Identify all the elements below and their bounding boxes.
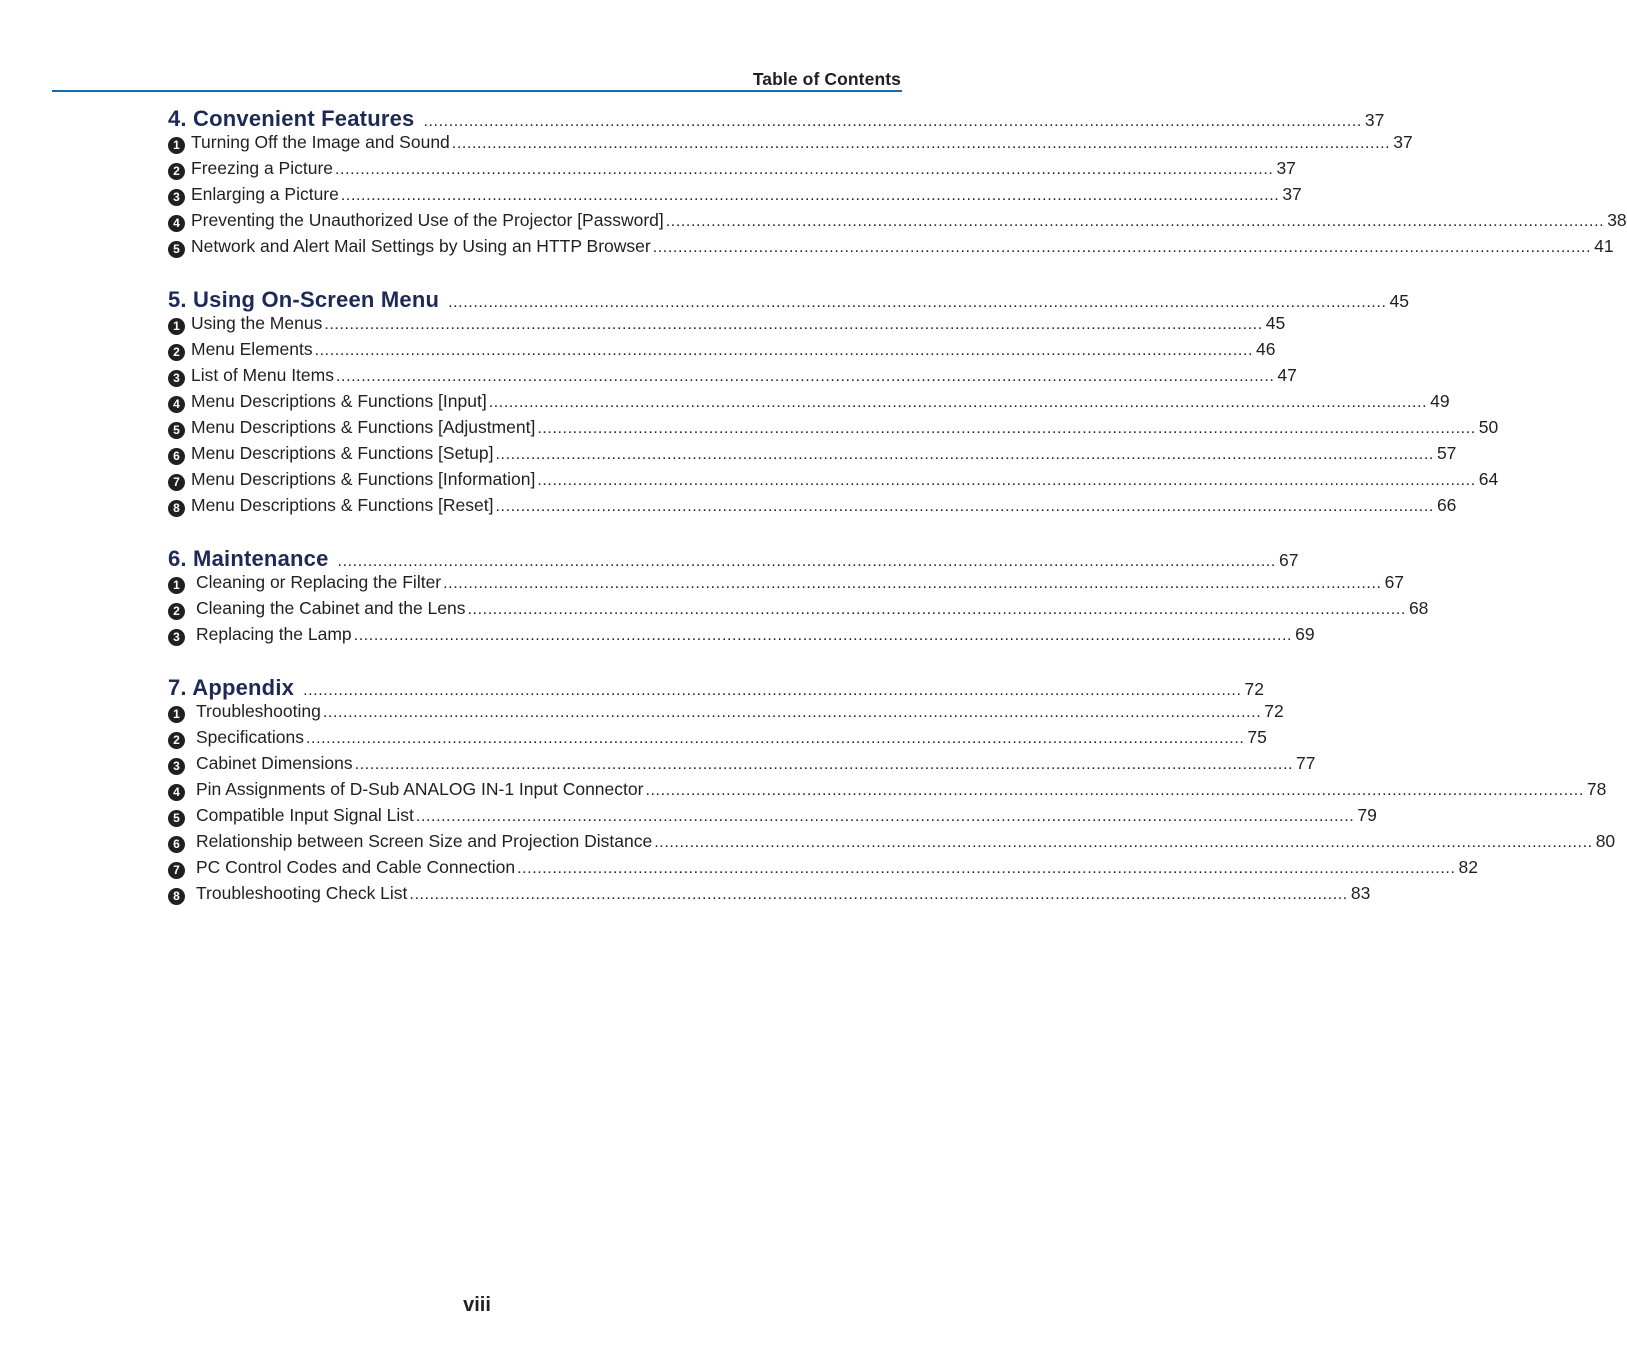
- dot-leader: ..........................................................................................................................................................................................: [423, 113, 1362, 130]
- entry-label: Menu Descriptions & Functions [Reset]: [191, 495, 494, 515]
- toc-entry[interactable]: [168, 495, 1457, 521]
- page-number: 66: [1436, 495, 1457, 515]
- entry-label: Troubleshooting: [196, 701, 321, 721]
- number-badge-icon: 2: [168, 344, 185, 361]
- entry-label: Preventing the Unauthorized Use of the Projector [Password]: [191, 210, 664, 230]
- dot-leader: ..........................................................................................................................................................................................: [517, 860, 1456, 877]
- entry-label: Menu Descriptions & Functions [Information]: [191, 469, 536, 489]
- section-heading[interactable]: [168, 106, 1385, 132]
- entry-label: Menu Descriptions & Functions [Adjustment]: [191, 417, 536, 437]
- page-number: 83: [1350, 883, 1371, 903]
- dot-leader: ..........................................................................................................................................................................................: [645, 782, 1584, 799]
- page-number: 45: [1265, 313, 1286, 333]
- toc-entry[interactable]: [168, 727, 1267, 753]
- number-badge-icon: 7: [168, 474, 185, 491]
- dot-leader: ..........................................................................................................................................................................................: [443, 575, 1382, 592]
- section-heading[interactable]: [168, 287, 1409, 313]
- page-number: 78: [1586, 779, 1607, 799]
- number-badge-icon: 5: [168, 241, 185, 258]
- section-heading[interactable]: [168, 675, 1264, 701]
- toc-entry[interactable]: [168, 158, 1296, 184]
- page-number: 80: [1595, 831, 1616, 851]
- page-number: 72: [1244, 679, 1264, 699]
- section-title: 7. Appendix: [168, 675, 295, 700]
- dot-leader: ..........................................................................................................................................................................................: [340, 187, 1280, 204]
- page-number: 68: [1408, 598, 1429, 618]
- page-number: 47: [1277, 365, 1297, 385]
- dot-leader: ..........................................................................................................................................................................................: [314, 342, 1254, 359]
- section-title: 4. Convenient Features: [168, 106, 415, 131]
- number-badge-icon: 6: [168, 448, 185, 465]
- page-number: 57: [1436, 443, 1457, 463]
- dot-leader: ..........................................................................................................................................................................................: [451, 135, 1391, 152]
- page-number: 37: [1393, 132, 1413, 152]
- page-folio: viii: [463, 1294, 491, 1316]
- entry-label: Menu Descriptions & Functions [Setup]: [191, 443, 494, 463]
- page-number: 79: [1357, 805, 1377, 825]
- entry-label: Cabinet Dimensions: [196, 753, 353, 773]
- number-badge-icon: 3: [168, 758, 185, 775]
- section-title: 6. Maintenance: [168, 546, 329, 571]
- toc-entry[interactable]: [168, 443, 1457, 469]
- toc-entry[interactable]: [168, 779, 1607, 805]
- number-badge-icon: 2: [168, 163, 185, 180]
- toc-entry[interactable]: [168, 417, 1499, 443]
- dot-leader: ..........................................................................................................................................................................................: [448, 294, 1387, 311]
- entry-label: Enlarging a Picture: [191, 184, 339, 204]
- dot-leader: ..........................................................................................................................................................................................: [495, 446, 1434, 463]
- toc-entry[interactable]: [168, 313, 1286, 339]
- number-badge-icon: 5: [168, 422, 185, 439]
- toc-entry[interactable]: [168, 365, 1297, 391]
- number-badge-icon: 8: [168, 888, 185, 905]
- header-title: Table of Contents: [752, 69, 901, 89]
- number-badge-icon: 6: [168, 836, 185, 853]
- number-badge-icon: 2: [168, 732, 185, 749]
- section-maintenance: [168, 546, 1429, 650]
- entry-label: List of Menu Items: [191, 365, 334, 385]
- number-badge-icon: 8: [168, 500, 185, 517]
- dot-leader: ..........................................................................................................................................................................................: [335, 161, 1274, 178]
- entry-label: Pin Assignments of D-Sub ANALOG IN-1 Input Connector: [196, 779, 644, 799]
- page-number: 82: [1458, 857, 1478, 877]
- number-badge-icon: 3: [168, 629, 185, 646]
- page-number: 37: [1364, 110, 1385, 130]
- entry-label: Turning Off the Image and Sound: [191, 132, 450, 152]
- dot-leader: ..........................................................................................................................................................................................: [322, 704, 1262, 721]
- number-badge-icon: 1: [168, 577, 185, 594]
- entry-label: Menu Descriptions & Functions [Input]: [191, 391, 487, 411]
- entry-label: Cleaning or Replacing the Filter: [196, 572, 442, 592]
- page-number: 49: [1430, 391, 1450, 411]
- dot-leader: ..........................................................................................................................................................................................: [415, 808, 1355, 825]
- number-badge-icon: 1: [168, 137, 185, 154]
- page-number: 41: [1594, 236, 1614, 256]
- entry-label: Compatible Input Signal List: [196, 805, 414, 825]
- dot-leader: ..........................................................................................................................................................................................: [337, 553, 1276, 570]
- toc-entry[interactable]: [168, 339, 1276, 365]
- number-badge-icon: 2: [168, 603, 185, 620]
- number-badge-icon: 4: [168, 215, 185, 232]
- page-number: 45: [1389, 291, 1409, 311]
- dot-leader: ..........................................................................................................................................................................................: [305, 730, 1245, 747]
- dot-leader: ..........................................................................................................................................................................................: [537, 472, 1476, 489]
- dot-leader: ..........................................................................................................................................................................................: [495, 498, 1434, 515]
- section-title: 5. Using On-Screen Menu: [168, 287, 440, 312]
- number-badge-icon: 1: [168, 706, 185, 723]
- entry-label: Specifications: [196, 727, 304, 747]
- dot-leader: ..........................................................................................................................................................................................: [335, 368, 1275, 385]
- dot-leader: ..........................................................................................................................................................................................: [665, 213, 1605, 230]
- toc-entry[interactable]: [168, 132, 1413, 158]
- entry-label: Replacing the Lamp: [196, 624, 352, 644]
- entry-label: Using the Menus: [191, 313, 323, 333]
- entry-label: PC Control Codes and Cable Connection: [196, 857, 516, 877]
- toc-entry[interactable]: [168, 391, 1450, 417]
- page-number: 37: [1282, 184, 1302, 204]
- dot-leader: ..........................................................................................................................................................................................: [409, 886, 1348, 903]
- entry-label: Cleaning the Cabinet and the Lens: [196, 598, 466, 618]
- header-rule: [52, 90, 902, 92]
- number-badge-icon: 4: [168, 396, 185, 413]
- page-number: 67: [1278, 550, 1299, 570]
- toc-entry[interactable]: [168, 883, 1371, 909]
- section-using-on-screen-menu: [168, 287, 1499, 521]
- toc-entry[interactable]: [168, 469, 1499, 495]
- page-number: 50: [1478, 417, 1499, 437]
- entry-label: Relationship between Screen Size and Projection Distance: [196, 831, 653, 851]
- toc-entry[interactable]: [168, 184, 1302, 210]
- dot-leader: ..........................................................................................................................................................................................: [324, 316, 1263, 333]
- page-number: 46: [1256, 339, 1276, 359]
- dot-leader: ..........................................................................................................................................................................................: [354, 756, 1294, 773]
- toc-entry[interactable]: [168, 236, 1614, 262]
- entry-label: Menu Elements: [191, 339, 313, 359]
- number-badge-icon: 7: [168, 862, 185, 879]
- toc-entry[interactable]: [168, 598, 1429, 624]
- page-number: 72: [1264, 701, 1284, 721]
- number-badge-icon: 5: [168, 810, 185, 827]
- page-number: 38: [1607, 210, 1627, 230]
- toc-entry[interactable]: [168, 210, 1627, 236]
- section-appendix: [168, 675, 1616, 909]
- dot-leader: ..........................................................................................................................................................................................: [353, 627, 1293, 644]
- toc-entry[interactable]: [168, 753, 1316, 779]
- toc-entry[interactable]: [168, 857, 1478, 883]
- toc-entry[interactable]: [168, 624, 1315, 650]
- toc-entry[interactable]: [168, 701, 1284, 727]
- page-number: 75: [1247, 727, 1267, 747]
- number-badge-icon: 1: [168, 318, 185, 335]
- section-convenient-features: [168, 106, 1627, 262]
- dot-leader: ..........................................................................................................................................................................................: [652, 239, 1592, 256]
- dot-leader: ..........................................................................................................................................................................................: [488, 394, 1428, 411]
- entry-label: Troubleshooting Check List: [196, 883, 408, 903]
- number-badge-icon: 3: [168, 370, 185, 387]
- toc-entry[interactable]: [168, 572, 1405, 598]
- dot-leader: ..........................................................................................................................................................................................: [467, 601, 1406, 618]
- number-badge-icon: 3: [168, 189, 185, 206]
- entry-label: Network and Alert Mail Settings by Using an HTTP Browser: [191, 236, 651, 256]
- page-number: 69: [1295, 624, 1315, 644]
- page-number: 67: [1384, 572, 1405, 592]
- dot-leader: ..........................................................................................................................................................................................: [537, 420, 1476, 437]
- section-heading[interactable]: [168, 546, 1299, 572]
- toc-entry[interactable]: [168, 805, 1377, 831]
- dot-leader: ..........................................................................................................................................................................................: [303, 682, 1242, 699]
- entry-label: Freezing a Picture: [191, 158, 334, 178]
- number-badge-icon: 4: [168, 784, 185, 801]
- page-number: 37: [1276, 158, 1296, 178]
- toc-entry[interactable]: [168, 831, 1616, 857]
- page-number: 64: [1478, 469, 1499, 489]
- dot-leader: ..........................................................................................................................................................................................: [654, 834, 1593, 851]
- page-number: 77: [1296, 753, 1316, 773]
